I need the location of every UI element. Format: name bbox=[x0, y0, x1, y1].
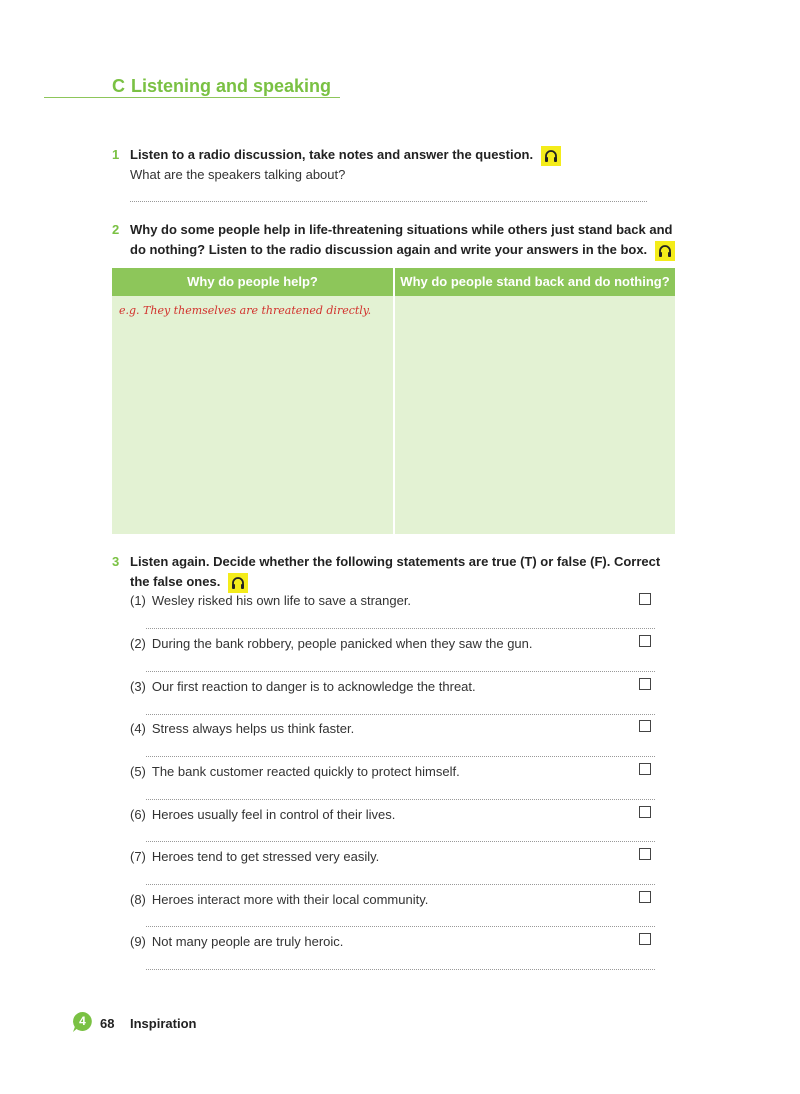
statement-text: Heroes tend to get stressed very easily. bbox=[151, 849, 380, 864]
question-2-line-2 bbox=[130, 240, 675, 261]
answer-line[interactable] bbox=[146, 799, 655, 800]
statement-checkbox[interactable] bbox=[639, 720, 651, 732]
section-title-text: Listening and speaking bbox=[131, 76, 332, 96]
statement-number: (4) bbox=[130, 721, 146, 736]
statement-item bbox=[130, 892, 428, 907]
answer-line[interactable] bbox=[146, 628, 655, 629]
answer-line[interactable] bbox=[146, 884, 655, 885]
section-letter: C bbox=[112, 76, 125, 96]
statement-checkbox[interactable] bbox=[639, 678, 651, 690]
statement-checkbox[interactable] bbox=[639, 848, 651, 860]
section-divider bbox=[44, 97, 340, 98]
question-1-subtext: What are the speakers talking about? bbox=[130, 167, 346, 182]
question-3-line-2 bbox=[130, 572, 248, 593]
statement-checkbox[interactable] bbox=[639, 891, 651, 903]
statement-checkbox[interactable] bbox=[639, 933, 651, 945]
answer-line[interactable] bbox=[130, 201, 647, 202]
statement-text: Our first reaction to danger is to acknowledge the threat. bbox=[151, 679, 476, 694]
statement-text: Heroes usually feel in control of their lives. bbox=[151, 807, 396, 822]
answer-line[interactable] bbox=[146, 671, 655, 672]
question-1-instruction bbox=[130, 145, 561, 166]
unit-badge bbox=[72, 1011, 92, 1031]
section-title bbox=[112, 76, 331, 97]
statement-text: Wesley risked his own life to save a stranger. bbox=[151, 593, 412, 608]
table-divider bbox=[393, 268, 395, 534]
answer-line[interactable] bbox=[146, 756, 655, 757]
statement-number: (1) bbox=[130, 593, 146, 608]
statement-checkbox[interactable] bbox=[639, 593, 651, 605]
question-2-line-1: Why do some people help in life-threatening situations while others just stand back and bbox=[130, 222, 673, 237]
statement-checkbox[interactable] bbox=[639, 763, 651, 775]
table-example: e.g. They themselves are threatened directly. bbox=[119, 304, 372, 317]
statement-text: Not many people are truly heroic. bbox=[151, 934, 344, 949]
question-3-line-1: Listen again. Decide whether the following statements are true (T) or false (F). Correct bbox=[130, 554, 661, 569]
answer-line[interactable] bbox=[146, 714, 655, 715]
statement-number: (9) bbox=[130, 934, 146, 949]
answer-table bbox=[112, 268, 675, 534]
headphones-icon[interactable] bbox=[228, 573, 248, 593]
statement-number: (3) bbox=[130, 679, 146, 694]
footer-label: Inspiration bbox=[130, 1016, 197, 1031]
statement-item bbox=[130, 721, 354, 736]
answer-line[interactable] bbox=[146, 841, 655, 842]
statement-text: Heroes interact more with their local community. bbox=[151, 892, 429, 907]
question-2-text: do nothing? Listen to the radio discussion again and write your answers in the box. bbox=[130, 242, 648, 257]
headphones-icon[interactable] bbox=[541, 146, 561, 166]
question-2-number: 2 bbox=[112, 222, 120, 237]
question-3-number: 3 bbox=[112, 554, 120, 569]
table-header-help: Why do people help? bbox=[187, 274, 318, 289]
question-1-number: 1 bbox=[112, 147, 120, 162]
statement-number: (8) bbox=[130, 892, 146, 907]
statement-number: (5) bbox=[130, 764, 146, 779]
statement-text: The bank customer reacted quickly to protect himself. bbox=[151, 764, 460, 779]
statement-text: Stress always helps us think faster. bbox=[151, 721, 355, 736]
statement-item bbox=[130, 679, 476, 694]
statement-checkbox[interactable] bbox=[639, 635, 651, 647]
table-header-nothing: Why do people stand back and do nothing? bbox=[400, 274, 670, 289]
page-number: 68 bbox=[100, 1016, 115, 1031]
statement-item bbox=[130, 764, 460, 779]
statement-item bbox=[130, 934, 343, 949]
question-1-text: Listen to a radio discussion, take notes and answer the question. bbox=[130, 147, 534, 162]
statement-item bbox=[130, 593, 411, 608]
statement-checkbox[interactable] bbox=[639, 806, 651, 818]
question-3-text: the false ones. bbox=[130, 574, 221, 589]
answer-line[interactable] bbox=[146, 969, 655, 970]
answer-line[interactable] bbox=[146, 926, 655, 927]
statement-item bbox=[130, 636, 533, 651]
unit-number: 4 bbox=[79, 1014, 86, 1028]
statement-number: (6) bbox=[130, 807, 146, 822]
statement-text: During the bank robbery, people panicked when they saw the gun. bbox=[151, 636, 533, 651]
statement-item bbox=[130, 849, 379, 864]
statement-item bbox=[130, 807, 395, 822]
statement-number: (2) bbox=[130, 636, 146, 651]
headphones-icon[interactable] bbox=[655, 241, 675, 261]
statement-number: (7) bbox=[130, 849, 146, 864]
